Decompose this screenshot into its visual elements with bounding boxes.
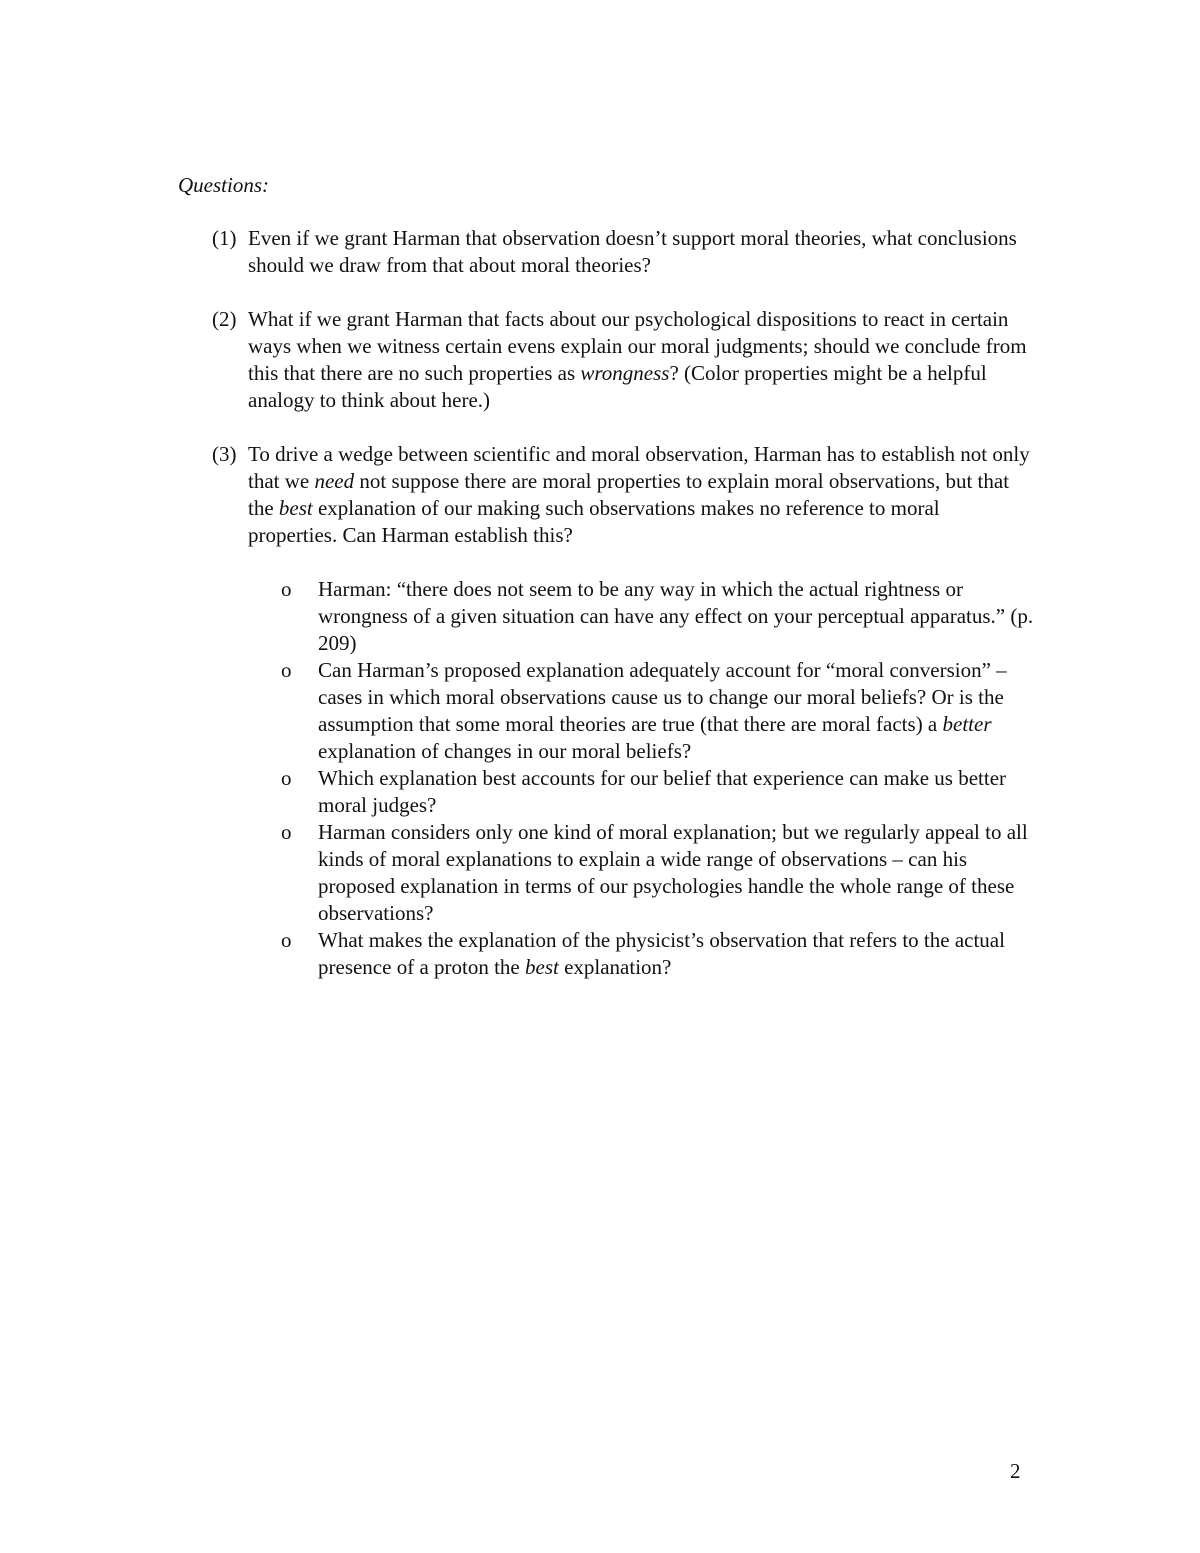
question-text-part: not suppose there are moral properties to explain moral observations, but that the [248, 469, 1010, 520]
question-number: (2) [212, 307, 237, 331]
bullet-marker: o [281, 820, 292, 844]
question-number: (3) [212, 442, 237, 466]
bullet-text [318, 657, 1041, 765]
question-text: Even if we grant Harman that observation doesn’t support moral theories, what conclusions should we draw from that about moral theories? [248, 226, 1017, 277]
bullet-text [318, 927, 1041, 981]
bullet-text: Harman: “there does not seem to be any way in which the actual rightness or wrongness of a given situation can have any effect on your perceptual apparatus.” (p. 209) [318, 577, 1034, 655]
question-1 [212, 225, 1032, 279]
bullet-text-part: What makes the explanation of the physicist’s observation that refers to the actual presence of a proton the [318, 928, 1005, 979]
bullet-marker: o [281, 928, 292, 952]
question-text-part: What if we grant Harman that facts about our psychological dispositions to react in certain ways when we witness certain evens explain our moral judgments; should we conclude from this that there are no such properties as [248, 307, 1027, 385]
question-2 [212, 306, 1032, 414]
emphasis-text: need [314, 469, 355, 493]
bullet-marker: o [281, 766, 292, 790]
sub-bullet-list [281, 576, 1041, 981]
bullet-text: Which explanation best accounts for our belief that experience can make us better moral judges? [318, 766, 1007, 817]
questions-list [212, 225, 1032, 576]
list-item [281, 765, 1041, 819]
emphasis-text: best [525, 955, 559, 979]
questions-heading: Questions: [178, 173, 269, 197]
bullet-text-part: explanation of changes in our moral beliefs? [318, 739, 692, 763]
bullet-text: Harman considers only one kind of moral explanation; but we regularly appeal to all kinds of moral explanations to explain a wide range of observations – can his proposed explanation in terms of our psychologies handle the whole range of these observations? [318, 820, 1028, 925]
bullet-marker: o [281, 577, 292, 601]
question-3 [212, 441, 1032, 549]
bullet-text-part: explanation? [558, 955, 672, 979]
list-item [281, 927, 1041, 981]
bullet-marker: o [281, 658, 292, 682]
question-number: (1) [212, 226, 237, 250]
question-text-part: ? (Color properties might be a helpful analogy to think about here.) [248, 361, 987, 412]
emphasis-text: wrongness [580, 361, 670, 385]
page-number: 2 [1010, 1459, 1021, 1483]
question-text [248, 306, 1032, 414]
list-item [281, 819, 1041, 927]
question-text-part: explanation of our making such observations makes no reference to moral properties. Can Harman establish this? [248, 496, 940, 547]
emphasis-text: best [278, 496, 313, 520]
list-item [281, 657, 1041, 765]
question-text [248, 441, 1032, 549]
question-text-part: To drive a wedge between scientific and moral observation, Harman has to establish not only that we [248, 442, 1030, 493]
list-item [281, 576, 1041, 657]
emphasis-text: better [942, 712, 992, 736]
bullet-text-part: Can Harman’s proposed explanation adequately account for “moral conversion” – cases in which moral observations cause us to change our moral beliefs? Or is the assumption that some moral theories are true (that there are moral facts) a [318, 658, 1007, 736]
